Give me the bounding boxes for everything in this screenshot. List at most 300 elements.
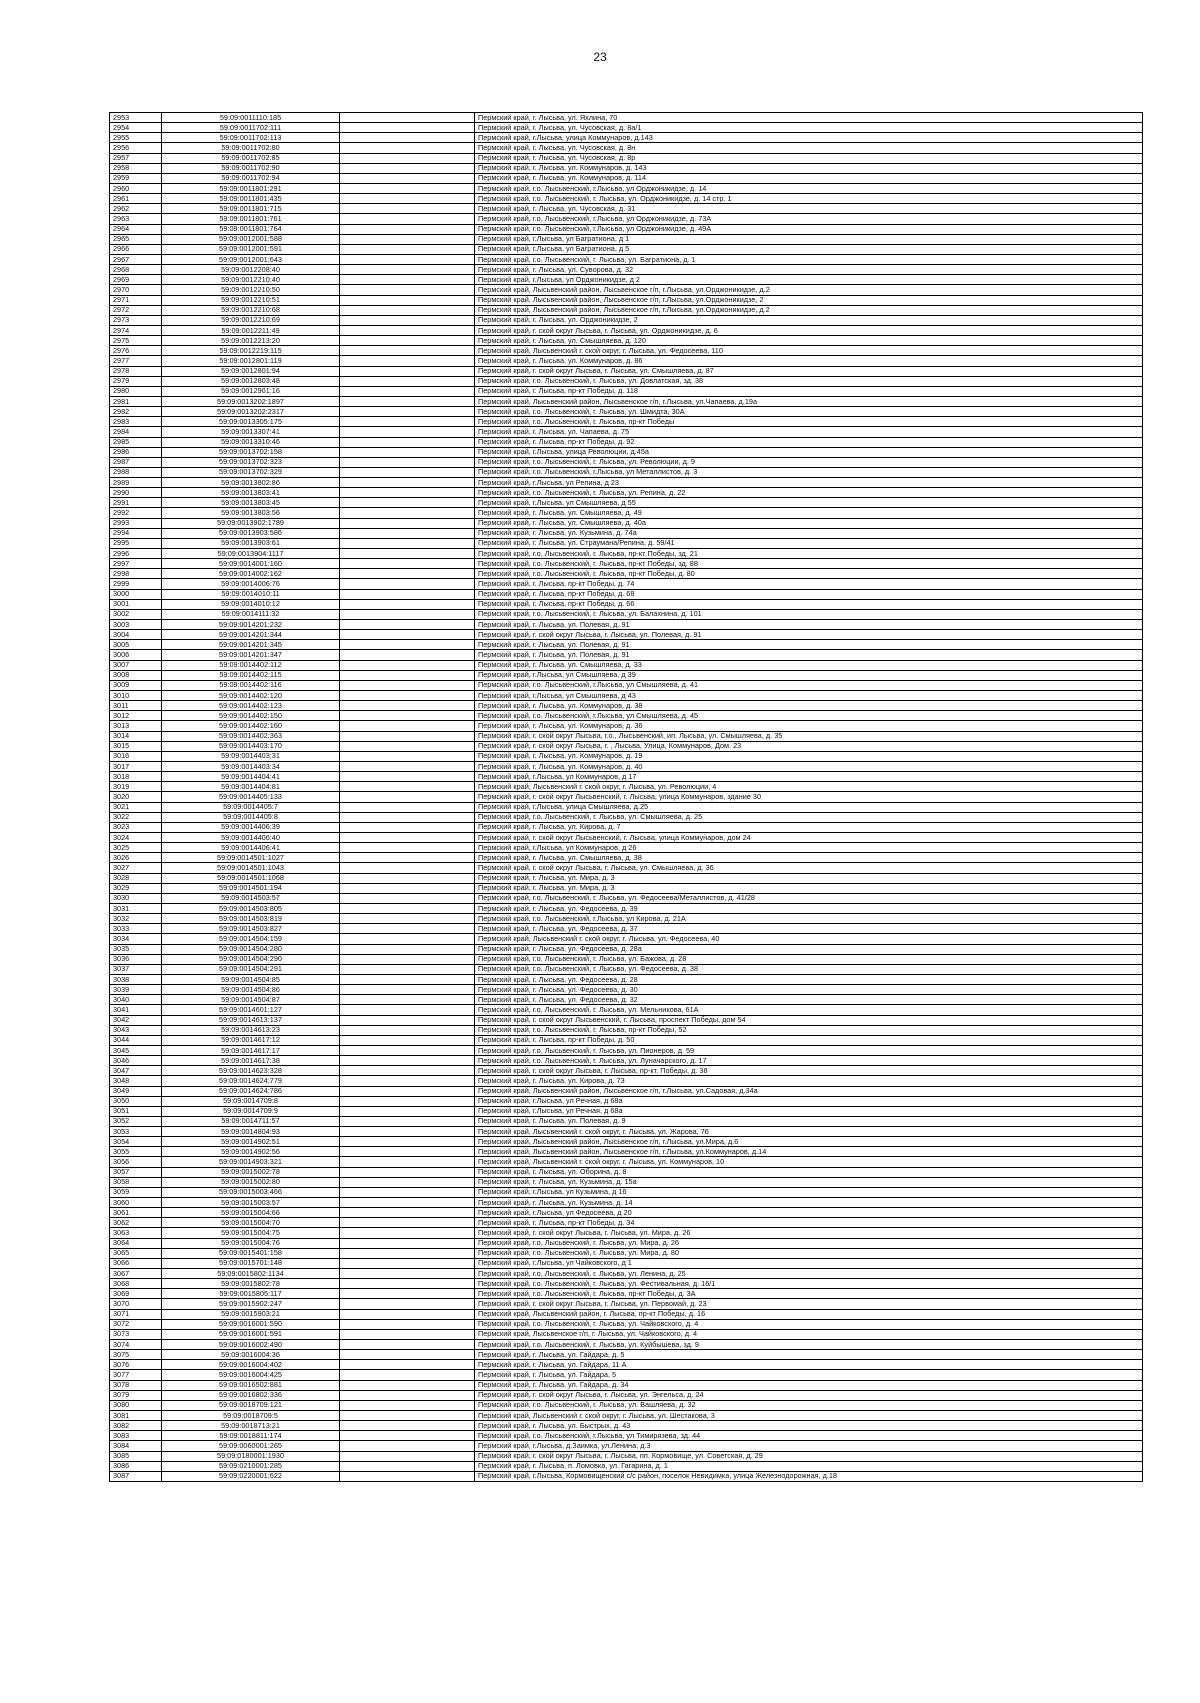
- table-row: [110, 113, 1143, 123]
- cadastral-number-cell: 59:09:0013803:41: [162, 488, 340, 498]
- table-row: [110, 194, 1143, 204]
- row-number-cell: 3052: [110, 1116, 162, 1126]
- blank-cell: [340, 599, 475, 609]
- address-cell: Пермский край, Лысьвенский район, Лысьвенское г/п, г.Лысьва, ул.Орджоникидзе, 2: [475, 295, 1143, 305]
- row-number-cell: 3033: [110, 924, 162, 934]
- address-cell: Пермский край, г.Лысьва, ул Речная, д 68а: [475, 1106, 1143, 1116]
- table-row: [110, 366, 1143, 376]
- blank-cell: [340, 1350, 475, 1360]
- row-number-cell: 2990: [110, 488, 162, 498]
- address-cell: Пермский край, г. Лысьва, ул. Смышляева, д. 49: [475, 508, 1143, 518]
- table-row: [110, 1056, 1143, 1066]
- row-number-cell: 3023: [110, 822, 162, 832]
- row-number-cell: 2993: [110, 518, 162, 528]
- address-cell: Пермский край, г. Лысьва, ул. Орджоникидзе, 2: [475, 315, 1143, 325]
- row-number-cell: 2966: [110, 244, 162, 254]
- cadastral-number-cell: 59:09:0014501:194: [162, 883, 340, 893]
- blank-cell: [340, 123, 475, 133]
- blank-cell: [340, 447, 475, 457]
- cadastral-number-cell: 59:09:0014402:150: [162, 711, 340, 721]
- row-number-cell: 3044: [110, 1035, 162, 1045]
- cadastral-number-cell: 59:09:0014402:112: [162, 660, 340, 670]
- address-cell: Пермский край, г.Лысьва, ул Коммунаров, д 26: [475, 843, 1143, 853]
- address-cell: Пермский край, г. Лысьва, ул. Кирова, д. 73: [475, 1076, 1143, 1086]
- table-row: [110, 1147, 1143, 1157]
- blank-cell: [340, 1309, 475, 1319]
- row-number-cell: 3013: [110, 721, 162, 731]
- cadastral-number-cell: 59:09:0014402:363: [162, 731, 340, 741]
- table-row: [110, 1441, 1143, 1451]
- blank-cell: [340, 1127, 475, 1137]
- address-cell: Пермский край, г.о. Лысьвенский, г. Лысьва, ул. Орджоникидзе, д. 14 стр. 1: [475, 194, 1143, 204]
- cadastral-number-cell: 59:09:0014504:87: [162, 995, 340, 1005]
- table-row: [110, 1319, 1143, 1329]
- table-row: [110, 579, 1143, 589]
- address-cell: Пермский край, г. Лысьва, ул. Быстрых, д. 43: [475, 1421, 1143, 1431]
- cadastral-number-cell: 59:09:0014402:115: [162, 670, 340, 680]
- row-number-cell: 3076: [110, 1360, 162, 1370]
- address-cell: Пермский край, г.о. Лысьвенский, г.Лысьва, ул Тимирязева, зд. 44: [475, 1431, 1143, 1441]
- row-number-cell: 3029: [110, 883, 162, 893]
- blank-cell: [340, 853, 475, 863]
- blank-cell: [340, 163, 475, 173]
- address-cell: Пермский край, Лысьвенский район, Лысьвенское г/п, г.Лысьва, ул.Садовая, д.34а: [475, 1086, 1143, 1096]
- cadastral-number-cell: 59:09:0014403:170: [162, 741, 340, 751]
- cadastral-number-cell: 59:09:0015805:117: [162, 1289, 340, 1299]
- table-row: [110, 1025, 1143, 1035]
- row-number-cell: 3037: [110, 964, 162, 974]
- row-number-cell: 3050: [110, 1096, 162, 1106]
- address-cell: Пермский край, г.о. Лысьвенский, г. Лысьва, ул. Шмидта, 30А: [475, 407, 1143, 417]
- cadastral-number-cell: 59:09:0012210:40: [162, 275, 340, 285]
- cadastral-number-cell: 59:09:0014010:11: [162, 589, 340, 599]
- row-number-cell: 2973: [110, 315, 162, 325]
- table-row: [110, 1208, 1143, 1218]
- row-number-cell: 3028: [110, 873, 162, 883]
- address-cell: Пермский край, г.о. Лысьвенский, г. Лысьва, ул. Бажова, д. 28: [475, 954, 1143, 964]
- blank-cell: [340, 802, 475, 812]
- table-row: [110, 772, 1143, 782]
- cadastral-number-cell: 59:09:0016004:36: [162, 1350, 340, 1360]
- cadastral-number-cell: 59:09:0014406:41: [162, 843, 340, 853]
- blank-cell: [340, 498, 475, 508]
- table-row: [110, 407, 1143, 417]
- row-number-cell: 3086: [110, 1461, 162, 1471]
- blank-cell: [340, 782, 475, 792]
- row-number-cell: 3040: [110, 995, 162, 1005]
- blank-cell: [340, 1076, 475, 1086]
- address-cell: Пермский край, г. Лысьва, пр-кт Победы, д. 118: [475, 386, 1143, 396]
- cadastral-number-cell: 59:09:0016001:591: [162, 1329, 340, 1339]
- blank-cell: [340, 1228, 475, 1238]
- row-number-cell: 2988: [110, 467, 162, 477]
- blank-cell: [340, 315, 475, 325]
- table-row: [110, 1471, 1143, 1481]
- address-cell: Пермский край, г.Лысьва, ул Смышляева, д 55: [475, 498, 1143, 508]
- blank-cell: [340, 285, 475, 295]
- table-row: [110, 417, 1143, 427]
- table-row: [110, 224, 1143, 234]
- blank-cell: [340, 457, 475, 467]
- cadastral-number-cell: 59:09:0013803:56: [162, 508, 340, 518]
- address-cell: Пермский край, г. Лысьва, ул. Коммунаров, д. 143: [475, 163, 1143, 173]
- cadastral-number-cell: 59:09:0018709:5: [162, 1411, 340, 1421]
- row-number-cell: 2994: [110, 528, 162, 538]
- cadastral-number-cell: 59:09:0018709:121: [162, 1400, 340, 1410]
- address-cell: Пермский край, г. Лысьва, пр-кт Победы, д. 92: [475, 437, 1143, 447]
- blank-cell: [340, 153, 475, 163]
- row-number-cell: 2964: [110, 224, 162, 234]
- table-row: [110, 1035, 1143, 1045]
- address-cell: Пермский край, г.о. Лысьвенский, г. Лысьва, ул. Федосеева/Металлистов, д. 41/28: [475, 893, 1143, 903]
- address-cell: Пермский край, г. Лысьва, ул. Страумана/Репина, д. 59/41: [475, 538, 1143, 548]
- address-cell: Пермский край, г.о. Лысьвенский, г. Лысьва, ул. Мира, д. 80: [475, 1248, 1143, 1258]
- row-number-cell: 3035: [110, 944, 162, 954]
- row-number-cell: 3077: [110, 1370, 162, 1380]
- table-row: [110, 1380, 1143, 1390]
- cadastral-number-cell: 59:09:0015003:466: [162, 1187, 340, 1197]
- blank-cell: [340, 620, 475, 630]
- table-row: [110, 437, 1143, 447]
- blank-cell: [340, 1096, 475, 1106]
- blank-cell: [340, 670, 475, 680]
- address-cell: Пермский край, г.о. Лысьвенский, г.Лысьва, ул Орджоникидзе, д. 14: [475, 183, 1143, 193]
- address-cell: Пермский край, г. Лысьва, ул. Полевая, д. 9: [475, 1116, 1143, 1126]
- cadastral-number-cell: 59:09:0014504:85: [162, 974, 340, 984]
- address-cell: Пермский край, г.Лысьва, улица Коммунаров, д.143: [475, 133, 1143, 143]
- address-cell: Пермский край, г.о. Лысьвенский, г.Лысьва, ул Смышляева, д. 41: [475, 680, 1143, 690]
- row-number-cell: 3056: [110, 1157, 162, 1167]
- blank-cell: [340, 1451, 475, 1461]
- cadastral-number-cell: 59:09:0013903:586: [162, 528, 340, 538]
- blank-cell: [340, 650, 475, 660]
- table-row: [110, 640, 1143, 650]
- blank-cell: [340, 427, 475, 437]
- table-row: [110, 346, 1143, 356]
- cadastral-number-cell: 59:09:0014624:786: [162, 1086, 340, 1096]
- cadastral-number-cell: 59:09:0014903:321: [162, 1157, 340, 1167]
- row-number-cell: 2974: [110, 325, 162, 335]
- row-number-cell: 3071: [110, 1309, 162, 1319]
- row-number-cell: 3003: [110, 620, 162, 630]
- table-row: [110, 599, 1143, 609]
- row-number-cell: 3021: [110, 802, 162, 812]
- table-row: [110, 1015, 1143, 1025]
- row-number-cell: 2962: [110, 204, 162, 214]
- blank-cell: [340, 1471, 475, 1481]
- row-number-cell: 3074: [110, 1340, 162, 1350]
- table-row: [110, 1340, 1143, 1350]
- cadastral-number-cell: 59:09:0016004:402: [162, 1360, 340, 1370]
- cadastral-number-cell: 59:09:0013803:45: [162, 498, 340, 508]
- blank-cell: [340, 1340, 475, 1350]
- row-number-cell: 3017: [110, 762, 162, 772]
- address-cell: Пермский край, г. Лысьва, ул. Чусовская, д. 8н: [475, 143, 1143, 153]
- row-number-cell: 3010: [110, 691, 162, 701]
- row-number-cell: 3015: [110, 741, 162, 751]
- table-row: [110, 305, 1143, 315]
- row-number-cell: 2999: [110, 579, 162, 589]
- blank-cell: [340, 934, 475, 944]
- cadastral-number-cell: 59:09:0011801:761: [162, 214, 340, 224]
- address-cell: Пермский край, г.о. Лысьвенский, г. Лысьва, пр-кт Победы: [475, 417, 1143, 427]
- blank-cell: [340, 832, 475, 842]
- cadastral-number-cell: 59:09:0014406:40: [162, 832, 340, 842]
- cadastral-number-cell: 59:09:0013202:1897: [162, 396, 340, 406]
- address-cell: Пермский край, г.о. Лысьвенский, г. Лысьва, ул. Ленина, д. 25: [475, 1269, 1143, 1279]
- blank-cell: [340, 325, 475, 335]
- cadastral-number-cell: 59:09:0016004:425: [162, 1370, 340, 1380]
- cadastral-number-cell: 59:09:0012803:48: [162, 376, 340, 386]
- blank-cell: [340, 1279, 475, 1289]
- address-cell: Пермский край, г. Лысьва, пр-кт Победы, д. 68: [475, 589, 1143, 599]
- address-cell: Пермский край, Лысьвенский г. ской округ, г. Лысьва, ул. Шестакова, 3: [475, 1411, 1143, 1421]
- blank-cell: [340, 1431, 475, 1441]
- blank-cell: [340, 914, 475, 924]
- address-cell: Пермский край, г.о. Лысьвенский, г. Лысьва, ул. Куйбышева, зд. 9: [475, 1340, 1143, 1350]
- table-row: [110, 1411, 1143, 1421]
- blank-cell: [340, 721, 475, 731]
- table-row: [110, 1431, 1143, 1441]
- blank-cell: [340, 893, 475, 903]
- table-row: [110, 1198, 1143, 1208]
- table-row: [110, 133, 1143, 143]
- cadastral-number-cell: 59:09:0014402:160: [162, 721, 340, 731]
- cadastral-number-cell: 59:09:0014711:57: [162, 1116, 340, 1126]
- row-number-cell: 3004: [110, 630, 162, 640]
- cadastral-number-cell: 59:09:0014504:280: [162, 944, 340, 954]
- cadastral-number-cell: 59:09:0015802:78: [162, 1279, 340, 1289]
- table-row: [110, 356, 1143, 366]
- row-number-cell: 3046: [110, 1056, 162, 1066]
- blank-cell: [340, 386, 475, 396]
- cadastral-number-cell: 59:09:0014503:827: [162, 924, 340, 934]
- table-row: [110, 1370, 1143, 1380]
- cadastral-number-cell: 59:09:0014406:39: [162, 822, 340, 832]
- table-row: [110, 1248, 1143, 1258]
- cadastral-number-cell: 59:09:0013902:1789: [162, 518, 340, 528]
- row-number-cell: 3038: [110, 974, 162, 984]
- table-row: [110, 1218, 1143, 1228]
- cadastral-number-cell: 59:09:0011801:764: [162, 224, 340, 234]
- cadastral-number-cell: 59:09:0014624:779: [162, 1076, 340, 1086]
- blank-cell: [340, 305, 475, 315]
- table-row: [110, 1116, 1143, 1126]
- row-number-cell: 3078: [110, 1380, 162, 1390]
- address-cell: Пермский край, г.о. Лысьвенский, г. Лысьва, ул. Мира, д. 26: [475, 1238, 1143, 1248]
- address-cell: Пермский край, г. ской округ Лысьва, г. Лысьва, ул. Орджоникидзе, д. 6: [475, 325, 1143, 335]
- table-row: [110, 1461, 1143, 1471]
- cadastral-number-cell: 59:09:0014403:34: [162, 762, 340, 772]
- address-cell: Пермский край, Лысьвенский район, Лысьвенское г/п, г.Лысьва, ул.Чапаева, д.19а: [475, 396, 1143, 406]
- cadastral-number-cell: 59:09:0220001:622: [162, 1471, 340, 1481]
- cadastral-number-cell: 59:09:0012210:50: [162, 285, 340, 295]
- row-number-cell: 3048: [110, 1076, 162, 1086]
- table-row: [110, 701, 1143, 711]
- cadastral-number-cell: 59:09:0012210:69: [162, 315, 340, 325]
- table-row: [110, 1269, 1143, 1279]
- blank-cell: [340, 214, 475, 224]
- row-number-cell: 3020: [110, 792, 162, 802]
- address-cell: Пермский край, г.о. Лысьвенский, г. Лысьва, ул. Пионеров, д. 59: [475, 1045, 1143, 1055]
- cadastral-number-cell: 59:09:0014402:123: [162, 701, 340, 711]
- row-number-cell: 3001: [110, 599, 162, 609]
- address-cell: Пермский край, г. Лысьва, ул. Чусовская, д. 8р: [475, 153, 1143, 163]
- cadastral-number-cell: 59:09:0012219:115: [162, 346, 340, 356]
- address-cell: Пермский край, г. Лысьва, ул. Смышляева, д. 38: [475, 853, 1143, 863]
- cadastral-number-cell: 59:09:0016002:490: [162, 1340, 340, 1350]
- cadastral-number-cell: 59:09:0012213:20: [162, 336, 340, 346]
- address-cell: Пермский край, г. Лысьва, ул. Чусовская, д. 31: [475, 204, 1143, 214]
- row-number-cell: 3084: [110, 1441, 162, 1451]
- blank-cell: [340, 569, 475, 579]
- blank-cell: [340, 1329, 475, 1339]
- address-cell: Пермский край, г. ской округ Лысьва, г. Лысьва, ул. Полевая, д. 91: [475, 630, 1143, 640]
- row-number-cell: 2984: [110, 427, 162, 437]
- table-row: [110, 244, 1143, 254]
- cadastral-number-cell: 59:09:0016001:590: [162, 1319, 340, 1329]
- blank-cell: [340, 680, 475, 690]
- cadastral-number-cell: 59:09:0012801:119: [162, 356, 340, 366]
- cadastral-number-cell: 59:09:0018811:174: [162, 1431, 340, 1441]
- cadastral-number-cell: 59:09:0011702:80: [162, 143, 340, 153]
- blank-cell: [340, 751, 475, 761]
- row-number-cell: 3022: [110, 812, 162, 822]
- address-cell: Пермский край, г. Лысьва, ул. Кузьмина, д. 74а: [475, 528, 1143, 538]
- row-number-cell: 3065: [110, 1248, 162, 1258]
- blank-cell: [340, 609, 475, 619]
- cadastral-number-cell: 59:09:0014617:17: [162, 1045, 340, 1055]
- row-number-cell: 3008: [110, 670, 162, 680]
- blank-cell: [340, 518, 475, 528]
- table-row: [110, 944, 1143, 954]
- table-row: [110, 1400, 1143, 1410]
- row-number-cell: 2953: [110, 113, 162, 123]
- address-cell: Пермский край, г. Лысьва, ул. Федосеева, д. 28: [475, 974, 1143, 984]
- blank-cell: [340, 954, 475, 964]
- blank-cell: [340, 488, 475, 498]
- table-row: [110, 163, 1143, 173]
- table-row: [110, 123, 1143, 133]
- cadastral-number-cell: 59:09:0016502:881: [162, 1380, 340, 1390]
- blank-cell: [340, 478, 475, 488]
- table-row: [110, 1127, 1143, 1137]
- blank-cell: [340, 711, 475, 721]
- row-number-cell: 3024: [110, 832, 162, 842]
- cadastral-number-cell: 59:09:0013305:175: [162, 417, 340, 427]
- blank-cell: [340, 701, 475, 711]
- cadastral-number-cell: 59:09:0015004:75: [162, 1228, 340, 1238]
- cadastral-number-cell: 59:09:0013702:323: [162, 457, 340, 467]
- address-cell: Пермский край, г. Лысьва, ул. Коммунаров, д. 40: [475, 762, 1143, 772]
- table-row: [110, 1360, 1143, 1370]
- row-number-cell: 3034: [110, 934, 162, 944]
- blank-cell: [340, 407, 475, 417]
- blank-cell: [340, 1056, 475, 1066]
- address-cell: Пермский край, г.о. Лысьвенский, г. Лысьва, ул. Фестивальная, д. 16/1: [475, 1279, 1143, 1289]
- cadastral-number-cell: 59:09:0060001:265: [162, 1441, 340, 1451]
- cadastral-number-cell: 59:09:0012208:40: [162, 265, 340, 275]
- address-cell: Пермский край, г. ской округ Лысьва, г. Лысьва, ул. Мира, д. 26: [475, 1228, 1143, 1238]
- cadastral-number-cell: 59:09:0012901:16: [162, 386, 340, 396]
- cadastral-number-cell: 59:09:0011702:111: [162, 123, 340, 133]
- address-cell: Пермский край, г.Лысьва, улица Смышляева, д.25: [475, 802, 1143, 812]
- cadastral-number-cell: 59:09:0018713:21: [162, 1421, 340, 1431]
- table-row: [110, 204, 1143, 214]
- address-cell: Пермский край, г.о. Лысьвенский, г. Лысьва, ул. Вашляева, д. 32: [475, 1400, 1143, 1410]
- row-number-cell: 3080: [110, 1400, 162, 1410]
- blank-cell: [340, 772, 475, 782]
- address-cell: Пермский край, г. ской округ Лысьва, г. Лысьва, ул. Смышляева, д. 87: [475, 366, 1143, 376]
- blank-cell: [340, 974, 475, 984]
- table-row: [110, 1228, 1143, 1238]
- row-number-cell: 3039: [110, 985, 162, 995]
- blank-cell: [340, 1106, 475, 1116]
- address-cell: Пермский край, г. ской округ Лысьва, г. Лысьва, ул. Энгельса, д. 24: [475, 1390, 1143, 1400]
- page-number: 23: [593, 50, 607, 64]
- cadastral-number-cell: 59:09:0012210:51: [162, 295, 340, 305]
- blank-cell: [340, 924, 475, 934]
- table-row: [110, 792, 1143, 802]
- table-row: [110, 1066, 1143, 1076]
- table-row: [110, 1177, 1143, 1187]
- address-cell: Пермский край, г. Лысьва, ул. Смышляева, д. 33: [475, 660, 1143, 670]
- table-row: [110, 822, 1143, 832]
- row-number-cell: 2980: [110, 386, 162, 396]
- table-row: [110, 396, 1143, 406]
- table-row: [110, 295, 1143, 305]
- address-cell: Пермский край, г.о. Лысьвенский, г. Лысьва, пр-кт Победы, зд. 88: [475, 559, 1143, 569]
- table-row: [110, 1390, 1143, 1400]
- address-cell: Пермский край, г. Лысьва, ул. Коммунаров, д. 86: [475, 356, 1143, 366]
- table-row: [110, 315, 1143, 325]
- row-number-cell: 2959: [110, 173, 162, 183]
- row-number-cell: 2985: [110, 437, 162, 447]
- address-cell: Пермский край, г.Лысьва, ул Речная, д 68а: [475, 1096, 1143, 1106]
- blank-cell: [340, 762, 475, 772]
- blank-cell: [340, 1360, 475, 1370]
- row-number-cell: 3026: [110, 853, 162, 863]
- row-number-cell: 2995: [110, 538, 162, 548]
- row-number-cell: 3059: [110, 1187, 162, 1197]
- table-row: [110, 1106, 1143, 1116]
- blank-cell: [340, 528, 475, 538]
- table-row: [110, 498, 1143, 508]
- cadastral-number-cell: 59:09:0014902:56: [162, 1147, 340, 1157]
- row-number-cell: 2989: [110, 478, 162, 488]
- row-number-cell: 2956: [110, 143, 162, 153]
- blank-cell: [340, 1157, 475, 1167]
- row-number-cell: 3014: [110, 731, 162, 741]
- blank-cell: [340, 1258, 475, 1268]
- row-number-cell: 3031: [110, 903, 162, 913]
- cadastral-number-cell: 59:09:0013802:86: [162, 478, 340, 488]
- address-cell: Пермский край, г.о. Лысьвенский, г. Лысьва, ул. Революции, д. 9: [475, 457, 1143, 467]
- row-number-cell: 3002: [110, 609, 162, 619]
- table-row: [110, 285, 1143, 295]
- cadastral-number-cell: 59:09:0014002:162: [162, 569, 340, 579]
- table-row: [110, 691, 1143, 701]
- address-cell: Пермский край, г. Лысьва, пр-кт Победы, д. 50: [475, 1035, 1143, 1045]
- cadastral-number-cell: 59:09:0015004:66: [162, 1208, 340, 1218]
- blank-cell: [340, 1198, 475, 1208]
- address-cell: Пермский край, Лысьвенский г. ской округ, г. Лысьва, ул. Революции, 4: [475, 782, 1143, 792]
- blank-cell: [340, 467, 475, 477]
- address-cell: Пермский край, г. Лысьва, ул. Гайдара, 5: [475, 1370, 1143, 1380]
- blank-cell: [340, 1208, 475, 1218]
- blank-cell: [340, 1411, 475, 1421]
- address-cell: Пермский край, г. Лысьва, ул. Мира, д. 3: [475, 873, 1143, 883]
